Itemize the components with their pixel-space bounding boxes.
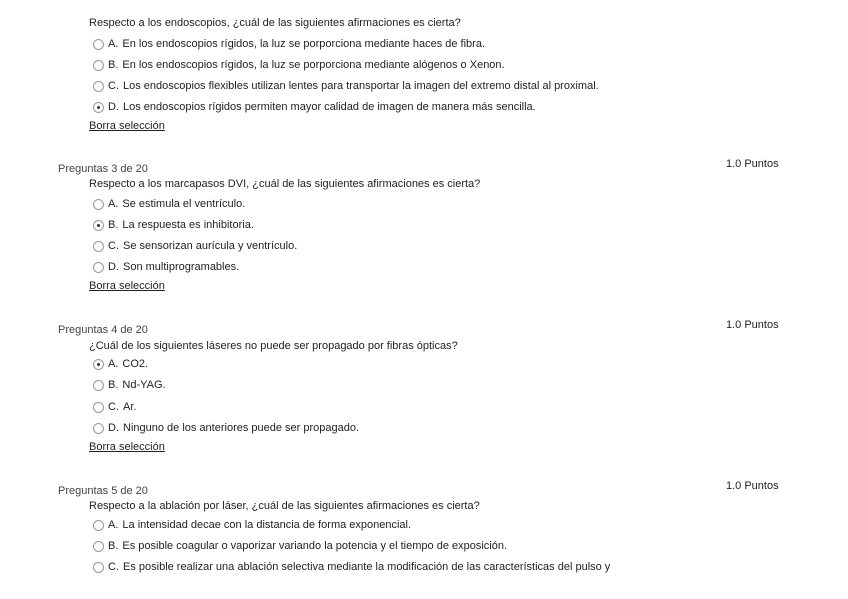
question-points: 1.0 Puntos bbox=[726, 480, 779, 492]
radio-button[interactable] bbox=[93, 60, 104, 71]
radio-button[interactable] bbox=[93, 380, 104, 391]
option-label: En los endoscopios rígidos, la luz se porporciona mediante haces de fibra. bbox=[122, 38, 486, 50]
option-label: Ar. bbox=[123, 401, 137, 413]
radio-button[interactable] bbox=[93, 81, 104, 92]
answer-option[interactable] bbox=[93, 36, 485, 52]
answer-option[interactable] bbox=[93, 538, 507, 554]
option-label: Es posible realizar una ablación selectiva mediante la modificación de las características del pulso y bbox=[123, 561, 611, 573]
question-points: 1.0 Puntos bbox=[726, 319, 779, 331]
question-counter: Preguntas 4 de 20 bbox=[58, 324, 148, 336]
radio-button[interactable] bbox=[93, 39, 104, 50]
option-letter: B. bbox=[108, 59, 119, 71]
option-label: Nd-YAG. bbox=[122, 379, 166, 391]
clear-selection-link[interactable]: Borra selección bbox=[89, 120, 165, 132]
radio-button[interactable] bbox=[93, 520, 104, 531]
clear-selection-link[interactable]: Borra selección bbox=[89, 280, 165, 292]
option-letter: D. bbox=[108, 422, 119, 434]
option-letter: B. bbox=[108, 540, 119, 552]
option-label: Se estimula el ventrículo. bbox=[122, 198, 246, 210]
option-label: Es posible coagular o vaporizar variando la potencia y el tiempo de exposición. bbox=[122, 540, 508, 552]
radio-button[interactable] bbox=[93, 541, 104, 552]
option-label: La respuesta es inhibitoria. bbox=[122, 219, 254, 231]
answer-option[interactable] bbox=[93, 399, 136, 415]
answer-option[interactable] bbox=[93, 420, 359, 436]
answer-option[interactable] bbox=[93, 377, 166, 393]
option-label: La intensidad decae con la distancia de forma exponencial. bbox=[122, 519, 412, 531]
question-text: Respecto a la ablación por láser, ¿cuál de las siguientes afirmaciones es cierta? bbox=[89, 500, 480, 512]
option-letter: D. bbox=[108, 101, 119, 113]
option-letter: C. bbox=[108, 80, 119, 92]
option-letter: A. bbox=[108, 358, 119, 370]
radio-button[interactable] bbox=[93, 402, 104, 413]
option-label: Ninguno de los anteriores puede ser propagado. bbox=[123, 422, 360, 434]
radio-button[interactable] bbox=[93, 220, 104, 231]
radio-button[interactable] bbox=[93, 423, 104, 434]
radio-button[interactable] bbox=[93, 199, 104, 210]
answer-option[interactable] bbox=[93, 559, 610, 575]
option-label: Son multiprogramables. bbox=[123, 261, 240, 273]
option-label: CO2. bbox=[122, 358, 149, 370]
answer-option[interactable] bbox=[93, 517, 411, 533]
answer-option[interactable] bbox=[93, 238, 297, 254]
answer-option[interactable] bbox=[93, 196, 245, 212]
question-points: 1.0 Puntos bbox=[726, 158, 779, 170]
option-letter: C. bbox=[108, 401, 119, 413]
answer-option[interactable] bbox=[93, 356, 148, 372]
radio-button[interactable] bbox=[93, 102, 104, 113]
option-label: Los endoscopios rígidos permiten mayor calidad de imagen de manera más sencilla. bbox=[123, 101, 536, 113]
question-counter: Preguntas 3 de 20 bbox=[58, 163, 148, 175]
option-letter: A. bbox=[108, 38, 119, 50]
answer-option[interactable] bbox=[93, 99, 536, 115]
option-letter: B. bbox=[108, 379, 119, 391]
option-letter: B. bbox=[108, 219, 119, 231]
option-label: En los endoscopios rígidos, la luz se porporciona mediante alógenos o Xenon. bbox=[122, 59, 505, 71]
radio-button[interactable] bbox=[93, 359, 104, 370]
option-letter: C. bbox=[108, 561, 119, 573]
option-letter: D. bbox=[108, 261, 119, 273]
question-text: ¿Cuál de los siguientes láseres no puede ser propagado por fibras ópticas? bbox=[89, 340, 458, 352]
radio-button[interactable] bbox=[93, 241, 104, 252]
answer-option[interactable] bbox=[93, 217, 254, 233]
option-letter: C. bbox=[108, 240, 119, 252]
option-label: Los endoscopios flexibles utilizan lentes para transportar la imagen del extremo distal al proximal. bbox=[123, 80, 599, 92]
answer-option[interactable] bbox=[93, 259, 239, 275]
answer-option[interactable] bbox=[93, 78, 599, 94]
question-text: Respecto a los marcapasos DVI, ¿cuál de las siguientes afirmaciones es cierta? bbox=[89, 178, 481, 190]
radio-button[interactable] bbox=[93, 562, 104, 573]
radio-button[interactable] bbox=[93, 262, 104, 273]
option-letter: A. bbox=[108, 198, 119, 210]
option-letter: A. bbox=[108, 519, 119, 531]
question-text: Respecto a los endoscopios, ¿cuál de las siguientes afirmaciones es cierta? bbox=[89, 17, 461, 29]
clear-selection-link[interactable]: Borra selección bbox=[89, 441, 165, 453]
option-label: Se sensorizan aurícula y ventrículo. bbox=[123, 240, 298, 252]
answer-option[interactable] bbox=[93, 57, 505, 73]
question-counter: Preguntas 5 de 20 bbox=[58, 485, 148, 497]
